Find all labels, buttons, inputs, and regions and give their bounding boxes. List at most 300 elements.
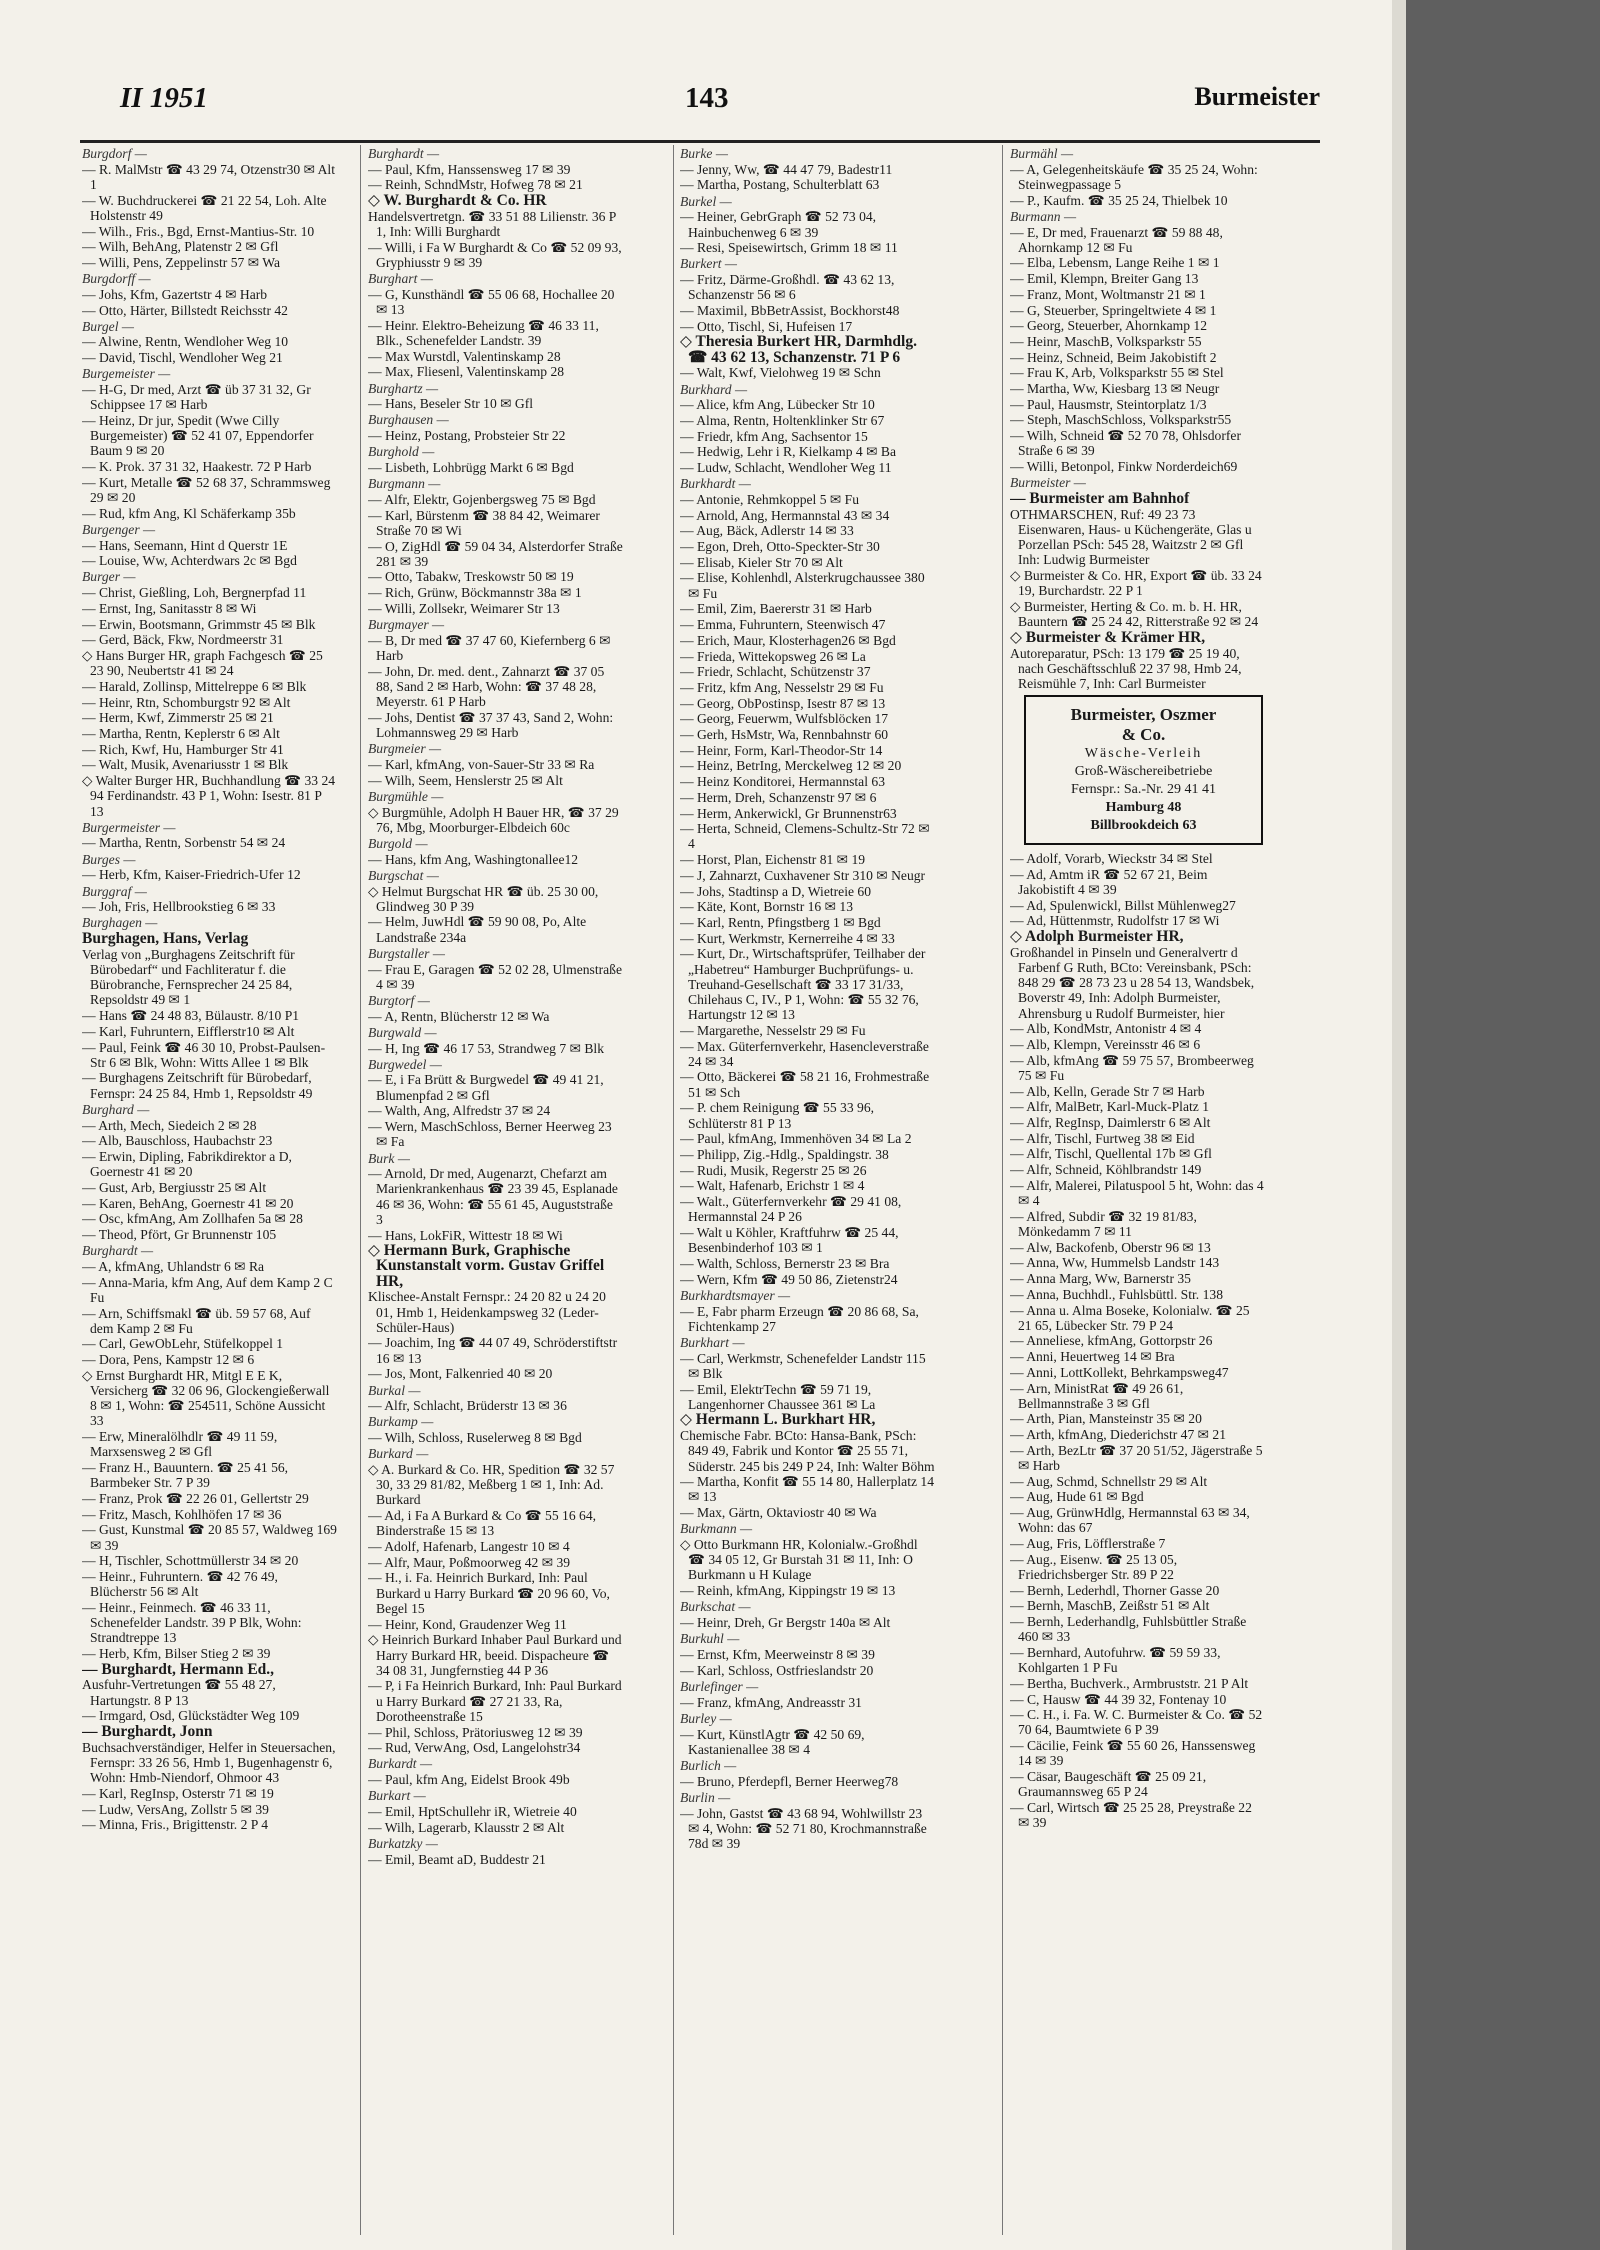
directory-entry: — Anna, Buchhdl., Fuhlsbüttl. Str. 138 [1010,1286,1223,1302]
directory-entry: — E, Dr med, Frauenarzt ☎ 59 88 48, Ahornkamp 12 ✉ Fu [1010,224,1223,255]
directory-entry: — Frau K, Arb, Volksparkstr 55 ✉ Stel [1010,365,1224,381]
surname-heading: Burley — [680,1710,732,1726]
directory-entry: — Arth, kfmAng, Diederichstr 47 ✉ 21 [1010,1427,1227,1443]
directory-entry: — Otto, Härter, Billstedt Reichsstr 42 [82,302,288,318]
surname-heading: Burkuhl — [680,1631,740,1647]
directory-entry: ◇ A. Burkard & Co. HR, Spedition ☎ 32 57 30, 33 29 81/82, Meßberg 1 ✉ 1, Inh: Ad. Burkard [368,1462,615,1508]
directory-entry: — Karl, RegInsp, Osterstr 71 ✉ 19 [82,1785,274,1801]
ad-city: Hamburg 48 [1105,800,1182,816]
page-number: 143 [685,82,729,114]
surname-heading: Burke — [680,146,728,161]
directory-entry: — Emil, Zim, Baererstr 31 ✉ Harb [680,601,872,617]
directory-entry: — Alb, Bauschloss, Haubachstr 23 [82,1133,273,1149]
directory-entry: — Alb, Kelln, Gerade Str 7 ✉ Harb [1010,1083,1205,1099]
directory-entry: — Georg, Steuerber, Ahornkamp 12 [1010,318,1208,334]
directory-entry: — Dora, Pens, Kampstr 12 ✉ 6 [82,1352,255,1368]
surname-heading: Burghart — [368,271,433,287]
directory-entry: — Erwin, Dipling, Fabrikdirektor a D, Goernestr 41 ✉ 20 [82,1149,292,1180]
directory-entry: — A, kfmAng, Uhlandstr 6 ✉ Ra [82,1258,265,1274]
surname-heading: Burkel — [680,193,732,209]
directory-entry: — Heinr., Feinmech. ☎ 46 33 11, Schenefelder Landstr. 39 P Blk, Wohn: Strandtreppe 13 [82,1599,302,1646]
directory-entry: — Karl, Schloss, Ostfrieslandstr 20 [680,1662,874,1678]
directory-entry: ◇ Hermann Burk, Graphische Kunstanstalt vorm. Gustav Griffel HR, [368,1242,605,1290]
directory-entry: — Otto, Tabakw, Treskowstr 50 ✉ 19 [368,569,574,585]
directory-entry: — Alfr, Malerei, Pilatuspool 5 ht, Wohn: das 4 ✉ 4 [1010,1177,1264,1209]
directory-entry: ◇ Hermann L. Burkhart HR, [680,1411,876,1429]
directory-entry: — Anni, Heuertweg 14 ✉ Bra [1010,1349,1175,1365]
directory-entry: — Willi, Zollsekr, Weimarer Str 13 [368,600,560,616]
directory-entry: — H, Tischler, Schottmüllerstr 34 ✉ 20 [82,1553,299,1569]
directory-entry: — Martha, Postang, Schulterblatt 63 [680,177,880,193]
surname-heading: Burgdorf — [82,146,147,161]
directory-entry: — Wern, MaschSchloss, Berner Heerweg 23 ✉ Fa [368,1119,612,1150]
directory-entry: — Cäsar, Baugeschäft ☎ 25 09 21, Graumannsweg 65 P 24 [1010,1769,1207,1800]
directory-entry: — Kurt, Metalle ☎ 52 68 37, Schrammsweg 29 ✉ 20 [82,474,331,505]
directory-entry: — Hedwig, Lehr i R, Kielkamp 4 ✉ Ba [680,444,897,460]
directory-entry: — Wilh, Schneid ☎ 52 70 78, Ohlsdorfer Straße 6 ✉ 39 [1010,428,1241,459]
directory-entry: — Ernst, Ing, Sanitasstr 8 ✉ Wi [82,600,257,616]
surname-heading: Burk — [368,1150,410,1166]
surname-heading: Burgmeier — [368,741,442,757]
directory-entry: — H-G, Dr med, Arzt ☎ üb 37 31 32, Gr Schippsee 17 ✉ Harb [82,382,311,413]
directory-entry: — G, Steuerber, Springeltwiete 4 ✉ 1 [1010,302,1217,318]
directory-entry: — Aug., Eisenw. ☎ 25 13 05, Friedrichsberger Str. 89 P 22 [1010,1551,1178,1582]
ad-title: Burmeister, Oszmer [1070,705,1217,725]
directory-entry: — Fritz, Masch, Kohlhöfen 17 ✉ 36 [82,1506,282,1522]
directory-entry: — Anni, LottKollekt, Behrkampsweg47 [1010,1364,1229,1380]
directory-entry: — Alfr, Tischl, Quellental 17b ✉ Gfl [1010,1146,1212,1162]
directory-entry: — Carl, Werkmstr, Schenefelder Landstr 115 ✉ Blk [680,1350,926,1381]
directory-entry: ◇ Burmeister & Krämer HR, [1010,628,1206,646]
directory-entry: — Anna Marg, Ww, Barnerstr 35 [1010,1271,1191,1287]
directory-entry: — Ludw, Schlacht, Wendloher Weg 11 [680,460,892,476]
surname-heading: Burkardt — [368,1756,433,1772]
directory-entry: — John, Dr. med. dent., Zahnarzt ☎ 37 05 88, Sand 2 ✉ Harb, Wohn: ☎ 37 48 28, Meyerstr. 61 P Harb [368,663,605,710]
directory-entry: — Martha, Rentn, Keplerstr 6 ✉ Alt [82,726,280,742]
surname-heading: Burges — [82,851,136,867]
directory-entry: — Emil, HptSchullehr iR, Wietreie 40 [368,1804,577,1820]
directory-entry: — Johs, Dentist ☎ 37 37 43, Sand 2, Wohn: Lohmannsweg 29 ✉ Harb [368,709,614,741]
directory-entry: — Heinr, MaschB, Volksparkstr 55 [1010,333,1202,349]
directory-entry: — Fritz, kfm Ang, Nesselstr 29 ✉ Fu [680,679,884,695]
directory-entry: — Frieda, Wittekopsweg 26 ✉ La [680,648,866,664]
directory-entry: — B, Dr med ☎ 37 47 60, Kiefernberg 6 ✉ Harb [368,632,611,663]
directory-entry: — G, Kunsthändl ☎ 55 06 68, Hochallee 20 ✉ 13 [368,286,615,318]
directory-entry: — A, Gelegenheitskäufe ☎ 35 25 24, Wohn: Steinwegpassage 5 [1010,161,1258,192]
ad-service: Wäsche-Verleih [1084,746,1203,762]
surname-heading: Burgmayer — [368,617,445,633]
directory-entry: — Maximil, BbBetrAssist, Bockhorst48 [680,303,900,319]
directory-entry: — Franz, Prok ☎ 22 26 01, Gellertstr 29 [82,1490,309,1506]
surname-heading: Burghardt — [368,146,440,161]
directory-entry: — Alfr, MalBetr, Karl-Muck-Platz 1 [1010,1099,1209,1115]
directory-entry: — Bernhard, Autofuhrw. ☎ 59 59 33, Kohlgarten 1 P Fu [1010,1644,1221,1676]
directory-entry: — Franz, Mont, Woltmanstr 21 ✉ 1 [1010,286,1206,302]
directory-entry: — Herb, Kfm, Kaiser-Friedrich-Ufer 12 [82,867,301,883]
directory-entry: — Arn, Schiffsmakl ☎ üb. 59 57 68, Auf dem Kamp 2 ✉ Fu [82,1305,311,1336]
directory-entry: — Philipp, Zig.-Hdlg., Spaldingstr. 38 [680,1147,889,1162]
header-rule [80,140,1320,143]
directory-entry: — Anneliese, kfmAng, Gottorpstr 26 [1010,1333,1213,1349]
directory-entry: Ausfuhr-Vertretungen ☎ 55 48 27, Hartungstr. 8 P 13 [82,1677,276,1708]
directory-entry: — Burghagens Zeitschrift für Bürobedarf, Fernspr: 24 25 84, Hmb 1, Repsoldstr 49 [82,1070,313,1101]
directory-entry: — Heinr., Fuhruntern. ☎ 42 76 49, Blücherstr 56 ✉ Alt [82,1568,278,1600]
directory-entry: — Ad, Spulenwickl, Billst Mühlenweg27 [1010,897,1236,913]
directory-entry: — Friedr, Schlacht, Schützenstr 37 [680,664,871,680]
surname-heading: Burgschat — [368,867,439,883]
directory-entry: — Burghardt, Hermann Ed., [82,1660,275,1678]
directory-entry: — Theod, Pfört, Gr Brunnenstr 105 [82,1227,277,1243]
directory-entry: — Joh, Fris, Hellbrookstieg 6 ✉ 33 [82,899,276,915]
surname-heading: Burlefinger — [680,1678,759,1694]
directory-entry: — Georg, ObPostinsp, Isestr 87 ✉ 13 [680,695,886,711]
directory-entry: — J, Zahnarzt, Cuxhavener Str 310 ✉ Neugr [680,867,926,883]
directory-entry: — Emil, Klempn, Breiter Gang 13 [1010,271,1199,287]
directory-entry: ◇ Burmeister & Co. HR, Export ☎ üb. 33 24 19, Burchardstr. 22 P 1 [1010,567,1262,599]
directory-entry: — Bruno, Pferdepfl, Berner Heerweg78 [680,1773,899,1789]
directory-entry: — O, ZigHdl ☎ 59 04 34, Alsterdorfer Straße 281 ✉ 39 [368,538,623,569]
directory-entry: — Käte, Kont, Bornstr 16 ✉ 13 [680,899,853,915]
directory-entry: — Phil, Schloss, Prätoriusweg 12 ✉ 39 [368,1724,583,1740]
ad-street: Billbrookdeich 63 [1090,818,1197,834]
directory-entry: — Heinz Konditorei, Hermannstal 63 [680,774,885,790]
directory-entry: — Arn, MinistRat ☎ 49 26 61, Bellmannstraße 3 ✉ Gfl [1010,1380,1184,1411]
directory-entry: — Resi, Speisewirtsch, Grimm 18 ✉ 11 [680,240,898,256]
surname-heading: Burghold — [368,444,435,460]
directory-entry: — Louise, Ww, Achterdwars 2c ✉ Bgd [82,553,297,569]
directory-entry: — Erich, Maur, Klosterhagen26 ✉ Bgd [680,632,896,648]
surname-heading: Burghartz — [368,380,439,396]
directory-entry: — Emma, Fuhruntern, Steenwisch 47 [680,617,886,633]
surname-heading: Burkschat — [680,1599,751,1615]
surname-heading: Burkhard — [680,381,748,397]
directory-entry: — Paul, kfmAng, Immenhöven 34 ✉ La 2 [680,1131,912,1147]
directory-entry: ◇ Otto Burkmann HR, Kolonialw.-Großhdl ☎ 34 05 12, Gr Burstah 31 ✉ 11, Inh: O Burkmann u H Kulage [680,1537,918,1583]
directory-entry: — Arth, BezLtr ☎ 37 20 51/52, Jägerstraße 5 ✉ Harb [1010,1442,1263,1474]
directory-entry: — Irmgard, Osd, Glückstädter Weg 109 [82,1708,300,1724]
directory-entry: — Arth, Pian, Mansteinstr 35 ✉ 20 [1010,1411,1202,1427]
directory-entry: — Aug, Bäck, Adlerstr 14 ✉ 33 [680,523,854,539]
directory-entry: — Walt, Hafenarb, Erichstr 1 ✉ 4 [680,1178,865,1194]
surname-heading: Burkatzky — [368,1835,438,1851]
directory-entry: — John, Gastst ☎ 43 68 94, Wohlwillstr 23 ✉ 4, Wohn: ☎ 52 71 80, Krochmannstraße 78d ✉ 39 [680,1805,927,1851]
directory-entry: — Wilh., Fris., Bgd, Ernst-Mantius-Str. 10 [82,223,315,239]
page-year: II 1951 [120,82,208,114]
directory-entry: — Walt u Köhler, Kraftfuhrw ☎ 25 44, Besenbinderhof 103 ✉ 1 [680,1225,899,1256]
directory-entry: — Otto, Bäckerei ☎ 58 21 16, Frohmestraße 51 ✉ Sch [680,1069,930,1100]
column-4 [1010,145,1265,2225]
directory-entry: — Max, Fliesenl, Valentinskamp 28 [368,364,565,380]
surname-heading: Burgtorf — [368,992,430,1008]
column-divider [673,145,674,2235]
surname-heading: Burkert — [680,256,738,272]
directory-entry: Klischee-Anstalt Fernspr.: 24 20 82 u 24 20 01, Hmb 1, Heidenkampsweg 32 (Leder-Schüler-Haus) [368,1289,606,1335]
directory-entry: ◇ Burmeister, Herting & Co. m. b. H. HR, Bauntern ☎ 25 24 42, Ritterstraße 92 ✉ 24 [1010,598,1259,630]
directory-entry: ◇ Hans Burger HR, graph Fachgesch ☎ 25 23 90, Neubertstr 41 ✉ 24 [82,648,323,679]
directory-entry: — Ernst, Kfm, Meerweinstr 8 ✉ 39 [680,1647,875,1662]
directory-entry: Autoreparatur, PSch: 13 179 ☎ 25 19 40, nach Geschäftsschluß 22 37 98, Hmb 24, Reismühle 7, Inh: Carl Burmeister [1010,645,1242,691]
directory-entry: — Paul, Kfm, Hanssensweg 17 ✉ 39 [368,161,571,177]
directory-entry: — Rich, Grünw, Böckmannstr 38a ✉ 1 [368,585,582,601]
directory-entry: — Bernh, Lederhandlg, Fuhlsbüttler Straße 460 ✉ 33 [1010,1614,1247,1645]
directory-entry: — Hans, LokFiR, Wittestr 18 ✉ Wi [368,1227,563,1243]
directory-entry: — Hans, Seemann, Hint d Querstr 1E [82,537,288,553]
directory-entry: — Johs, Stadtinsp a D, Wietreie 60 [680,883,872,899]
directory-entry: — Ludw, VersAng, Zollstr 5 ✉ 39 [82,1801,269,1817]
surname-heading: Burgemeister — [82,366,171,382]
column-1 [82,145,337,2225]
directory-entry: — Hans ☎ 24 48 83, Bülaustr. 8/10 P1 [82,1008,300,1024]
surname-heading: Burghagen — [82,915,158,931]
surname-heading: Burgstaller — [368,945,445,961]
ad-subtitle: Groß-Wäschereibetriebe [1074,764,1213,780]
directory-entry: — Wilh, Seem, Henslerstr 25 ✉ Alt [368,772,563,788]
surname-heading: Burgmann — [368,476,441,492]
directory-entry: — Alfr, Elektr, Gojenbergsweg 75 ✉ Bgd [368,491,596,507]
directory-entry: — Hans, kfm Ang, Washingtonallee12 [368,851,579,867]
directory-entry: — Jenny, Ww, ☎ 44 47 79, Badestr11 [680,161,893,177]
surname-heading: Burger — [82,569,136,585]
directory-entry: — Heiner, GebrGraph ☎ 52 73 04, Hainbuchenweg 6 ✉ 39 [680,209,877,240]
directory-entry: — Walth, Schloss, Bernerstr 23 ✉ Bra [680,1255,890,1271]
surname-heading: Burgdorff — [82,271,151,287]
directory-entry: — Ad, Amtm iR ☎ 52 67 21, Beim Jakobistift 4 ✉ 39 [1010,866,1208,898]
directory-entry: Handelsvertretgn. ☎ 33 51 88 Lilienstr. 36 P 1, Inh: Willi Burghardt [368,208,616,240]
directory-entry: — Heinz, Dr jur, Spedit (Wwe Cilly Burgemeister) ☎ 52 41 07, Eppendorfer Baum 9 ✉ 20 [82,412,314,459]
directory-entry: — Heinr, Form, Karl-Theodor-Str 14 [680,742,883,758]
directory-entry: — Gust, Kunstmal ☎ 20 85 57, Waldweg 169 ✉ 39 [82,1522,337,1553]
directory-entry: — Wilh, Lagerarb, Klausstr 2 ✉ Alt [368,1819,565,1835]
directory-entry: — Adolf, Vorarb, Wieckstr 34 ✉ Stel [1010,851,1213,867]
directory-entry: — Walt., Güterfernverkehr ☎ 29 41 08, Hermannstal 24 P 26 [680,1194,902,1225]
surname-heading: Burmähl — [1010,146,1074,161]
surname-heading: Burkhardt — [680,476,751,492]
surname-heading: Burkart — [368,1788,426,1804]
page-running-head: Burmeister [1194,82,1320,111]
surname-heading: Burgwedel — [368,1056,442,1072]
directory-entry: — Max Wurstdl, Valentinskamp 28 [368,348,561,364]
directory-entry: — C, Hausw ☎ 44 39 32, Fontenay 10 [1010,1691,1227,1707]
directory-entry: — Otto, Tischl, Si, Hufeisen 17 [680,318,853,334]
surname-heading: Burggraf — [82,883,147,899]
surname-heading: Burkamp — [368,1414,434,1430]
surname-heading: Burghard — [82,1101,150,1117]
directory-entry: — Heinz, Postang, Probsteier Str 22 [368,428,566,444]
directory-entry: — Alb, kfmAng ☎ 59 75 57, Brombeerweg 75 ✉ Fu [1010,1052,1254,1083]
directory-entry: — Egon, Dreh, Otto-Speckter-Str 30 [680,539,880,555]
directory-entry: — Cäcilie, Feink ☎ 55 60 26, Hanssensweg 14 ✉ 39 [1010,1738,1256,1769]
directory-entry: — Heinr, Rtn, Schomburgstr 92 ✉ Alt [82,694,291,710]
directory-entry: — Franz H., Bauuntern. ☎ 25 41 56, Barmbeker Str. 7 P 39 [82,1460,289,1491]
directory-entry: — Aug, GrünwHdlg, Hermannstal 63 ✉ 34, Wohn: das 67 [1010,1505,1250,1536]
surname-heading: Burgermeister — [82,819,176,835]
directory-entry: — Arnold, Dr med, Augenarzt, Chefarzt am Marienkrankenhaus ☎ 23 39 45, Esplanade 46 ✉ 36, Wohn: ☎ 55 61 45, Auguststraße 3 [368,1166,618,1227]
directory-entry: — Heinz, Schneid, Beim Jakobistift 2 [1010,349,1217,365]
directory-entry: — Paul, Hausmstr, Steintorplatz 1/3 [1010,396,1207,412]
surname-heading: Burgold — [368,835,428,851]
directory-entry: — Anna u. Alma Boseke, Kolonialw. ☎ 25 21 65, Lübecker Str. 79 P 24 [1010,1302,1250,1333]
directory-entry: — Wilh, BehAng, Platenstr 2 ✉ Gfl [82,239,279,255]
directory-entry: — Steph, MaschSchloss, Volksparkstr55 [1010,412,1232,428]
directory-entry: — Bernh, Lederhdl, Thorner Gasse 20 [1010,1582,1220,1598]
surname-heading: Burgwald — [368,1024,437,1040]
surname-heading: Burkard — [368,1446,429,1462]
surname-heading: Burkal — [368,1382,421,1398]
advertisement-box [1024,695,1263,845]
surname-heading: Burkhart — [680,1334,745,1350]
directory-entry: — Herb, Kfm, Bilser Stieg 2 ✉ 39 [82,1646,271,1661]
surname-heading: Burgel — [82,318,134,334]
directory-entry: — Burmeister am Bahnhof [1010,489,1190,507]
surname-heading: Burkmann — [680,1521,753,1537]
directory-entry: — Walth, Ang, Alfredstr 37 ✉ 24 [368,1103,551,1119]
directory-entry: — Alb, KondMstr, Antonistr 4 ✉ 4 [1010,1021,1202,1037]
directory-entry: — Franz, kfmAng, Andreasstr 31 [680,1694,862,1710]
directory-entry: Buchsachverständiger, Helfer in Steuersachen, Fernspr: 33 26 56, Hmb 1, Bugenhagenstr 6, Wohn: Hmb-Niendorf, Ohmoor 43 [82,1739,336,1786]
directory-entry: — Heinr, Dreh, Gr Bergstr 140a ✉ Alt [680,1615,891,1631]
directory-entry: — Harald, Zollinsp, Mittelreppe 6 ✉ Blk [82,678,307,694]
directory-entry: — Max. Güterfernverkehr, Hasencleverstraße 24 ✉ 34 [680,1038,929,1069]
surname-heading: Burkhardtsmayer — [680,1287,791,1303]
directory-entry: — Alfred, Subdir ☎ 32 19 81/83, Mönkedamm 7 ✉ 11 [1010,1208,1197,1239]
page-edge [1392,0,1406,2250]
directory-entry: — Kurt, Werkmstr, Kernerreihe 4 ✉ 33 [680,930,895,946]
directory-entry: — Alwine, Rentn, Wendloher Weg 10 [82,334,289,350]
column-2 [368,145,623,2225]
directory-entry: — K. Prok. 37 31 32, Haakestr. 72 P Harb [82,459,312,475]
directory-entry: — Alfr, Schneid, Köhlbrandstr 149 [1010,1162,1202,1178]
directory-entry: ◇ Adolph Burmeister HR, [1010,928,1184,946]
directory-entry: — Willi, i Fa W Burghardt & Co ☎ 52 09 93, Gryphiusstr 9 ✉ 39 [368,239,622,270]
directory-entry: — Willi, Pens, Zeppelinstr 57 ✉ Wa [82,254,281,270]
column-divider [360,145,361,2235]
directory-entry: — Max, Gärtn, Oktaviostr 40 ✉ Wa [680,1505,877,1521]
directory-entry: — Wern, Kfm ☎ 49 50 86, Zietenstr24 [680,1271,898,1287]
directory-entry: — Alfr, Maur, Poßmoorweg 42 ✉ 39 [368,1554,571,1570]
directory-entry: — C. H., i. Fa. W. C. Burmeister & Co. ☎ 52 70 64, Baumtwiete 6 P 39 [1010,1707,1263,1738]
directory-entry: — Karl, Bürstenm ☎ 38 84 42, Weimarer Straße 70 ✉ Wi [368,507,600,538]
directory-entry: — Reinh, kfmAng, Kippingstr 19 ✉ 13 [680,1583,896,1599]
directory-entry: ◇ W. Burghardt & Co. HR [368,192,547,210]
directory-entry: — P., Kaufm. ☎ 35 25 24, Thielbek 10 [1010,192,1228,208]
directory-entry: — A, Rentn, Blücherstr 12 ✉ Wa [368,1008,550,1024]
directory-entry: — Aug, Fris, Löfflerstraße 7 [1010,1536,1166,1552]
column-3 [680,145,935,2225]
directory-entry: — Erwin, Bootsmann, Grimmstr 45 ✉ Blk [82,616,316,632]
directory-entry: — Emil, Beamt aD, Buddestr 21 [368,1851,546,1867]
directory-entry: — Walt, Musik, Avenariusstr 1 ✉ Blk [82,757,289,773]
directory-entry: — Willi, Betonpol, Finkw Norderdeich69 [1010,459,1238,475]
directory-entry: Burghagen, Hans, Verlag [82,930,249,948]
directory-entry: — Alfr, Tischl, Furtweg 38 ✉ Eid [1010,1130,1195,1146]
directory-entry: — Rud, kfm Ang, Kl Schäferkamp 35b [82,505,296,521]
ad-title-suffix: & Co. [1121,725,1166,745]
directory-entry: — Heinr, Kond, Graudenzer Weg 11 [368,1616,567,1632]
surname-heading: Burmann — [1010,208,1077,224]
directory-entry: — Hans, Beseler Str 10 ✉ Gfl [368,396,534,412]
directory-entry: Großhandel in Pinseln und Generalvertr d Farbenf G Ruth, BCto: Vereinsbank, PSch: 848 29 ☎ 28 73 23 u 28 54 13, Wandsbek, Boverstr 49, Inh: Adolph Burmeister, Ahrensburg u Rudolf Burmeister, hier [1010,944,1255,1021]
column-divider [1002,145,1003,2235]
directory-entry: — Ad, i Fa A Burkard & Co ☎ 55 16 64, Binderstraße 15 ✉ 13 [368,1508,597,1539]
directory-entry: — Georg, Feuerwm, Wulfsblöcken 17 [680,711,889,727]
directory-entry: — Helm, JuwHdl ☎ 59 90 08, Po, Alte Landstraße 234a [368,914,587,945]
directory-entry: — Minna, Fris., Brigittenstr. 2 P 4 [82,1817,269,1833]
directory-entry: — Adolf, Hafenarb, Langestr 10 ✉ 4 [368,1539,570,1555]
directory-entry: ◇ Theresia Burkert HR, Darmhdlg. ☎ 43 62 13, Schanzenstr. 71 P 6 [680,333,917,366]
directory-entry: — Frau E, Garagen ☎ 52 02 28, Ulmenstraße 4 ✉ 39 [368,961,623,992]
directory-entry: — W. Buchdruckerei ☎ 21 22 54, Loh. Alte Holstenstr 49 [82,192,327,223]
directory-entry: — David, Tischl, Wendloher Weg 21 [82,350,283,366]
directory-entry: — Karl, Rentn, Pfingstberg 1 ✉ Bgd [680,914,881,930]
directory-entry: — Herm, Dreh, Schanzenstr 97 ✉ 6 [680,789,877,805]
directory-entry: — Reinh, SchndMstr, Hofweg 78 ✉ 21 [368,177,583,193]
directory-entry: — E, Fabr pharm Erzeugn ☎ 20 86 68, Sa, Fichtenkamp 27 [680,1303,919,1334]
directory-entry: — Jos, Mont, Falkenried 40 ✉ 20 [368,1366,553,1382]
directory-entry: — Alfr, Schlacht, Brüderstr 13 ✉ 36 [368,1398,567,1414]
directory-entry: — Alw, Backofenb, Oberstr 96 ✉ 13 [1010,1239,1211,1255]
directory-entry: Verlag von „Burghagens Zeitschrift für Bürobedarf“ und Fachliteratur f. die Bürobranche, Fernsprecher 24 25 84, Repsoldstr 49 ✉ 1 [82,946,295,1008]
directory-entry: — Carl, Wirtsch ☎ 25 25 28, Preystraße 22 ✉ 39 [1010,1800,1252,1831]
directory-entry: — P, i Fa Heinrich Burkard, Inh: Paul Burkard u Harry Burkard ☎ 27 21 33, Ra, Dorotheenstraße 15 [368,1678,622,1724]
directory-entry: — Wilh, Schloss, Ruselerweg 8 ✉ Bgd [368,1430,582,1446]
page-header [120,82,1320,132]
ad-phone: Fernspr.: Sa.-Nr. 29 41 41 [1070,782,1217,798]
directory-entry: — Karen, BehAng, Goernestr 41 ✉ 20 [82,1195,294,1211]
directory-entry: — Lisbeth, Lohbrügg Markt 6 ✉ Bgd [368,460,574,476]
directory-entry: — P. chem Reinigung ☎ 55 33 96, Schlüterstr 81 P 13 [680,1100,875,1131]
directory-entry: — Karl, Fuhruntern, Eifflerstr10 ✉ Alt [82,1023,295,1039]
directory-entry: — Osc, kfmAng, Am Zollhafen 5a ✉ 28 [82,1211,303,1227]
directory-entry: — Bernh, MaschB, Zeißstr 51 ✉ Alt [1010,1598,1210,1614]
surname-heading: Burghausen — [368,412,449,428]
directory-entry: — Kurt, KünstlAgtr ☎ 42 50 69, Kastanienallee 38 ✉ 4 [680,1726,865,1757]
directory-entry: — Heinr. Elektro-Beheizung ☎ 46 33 11, Blk., Schenefelder Landstr. 39 [368,317,599,348]
directory-entry: — Alma, Rentn, Holtenklinker Str 67 [680,412,885,428]
surname-heading: Burgmühle — [368,788,444,804]
directory-entry: — Martha, Ww, Kiesbarg 13 ✉ Neugr [1010,381,1220,397]
directory-entry: — Burghardt, Jonn [82,1723,213,1741]
directory-entry: — Elba, Lebensm, Lange Reihe 1 ✉ 1 [1010,255,1220,271]
directory-entry: — Gust, Arb, Bergiusstr 25 ✉ Alt [82,1179,267,1195]
directory-entry: ◇ Heinrich Burkard Inhaber Paul Burkard und Harry Burkard HR, beeid. Dispacheure ☎ 34 08 31, Jungfernstieg 44 P 36 [368,1632,622,1678]
directory-entry: — Kurt, Dr., Wirtschaftsprüfer, Teilhaber der „Habetreu“ Hamburger Buchprüfungs- u. Treuhand-Gesellschaft ☎ 33 17 31/33, Chilehaus C, IV., P 1, Wohn: ☎ 55 32 76, Hartungstr 12 ✉ 13 [680,946,926,1023]
directory-entry: — Martha, Rentn, Sorbenstr 54 ✉ 24 [82,835,286,851]
directory-entry: — Rudi, Musik, Regerstr 25 ✉ 26 [680,1162,867,1178]
directory-entry: — Aug, Hude 61 ✉ Bgd [1010,1489,1144,1505]
surname-heading: Burlich — [680,1757,737,1773]
directory-entry: — Alice, kfm Ang, Lübecker Str 10 [680,397,875,413]
directory-entry: — H, Ing ☎ 46 17 53, Strandweg 7 ✉ Blk [368,1040,604,1056]
directory-entry: — Johs, Kfm, Gazertstr 4 ✉ Harb [82,286,268,302]
directory-entry: — Arth, Mech, Siedeich 2 ✉ 28 [82,1117,257,1133]
directory-entry: — Rich, Kwf, Hu, Hamburger Str 41 [82,741,284,757]
directory-entry: — Paul, Feink ☎ 46 30 10, Probst-Paulsen-Str 6 ✉ Blk, Wohn: Witts Allee 1 ✉ Blk [82,1039,326,1070]
directory-entry: — E, i Fa Brütt & Burgwedel ☎ 49 41 21, Blumenpfad 2 ✉ Gfl [368,1072,604,1103]
directory-entry: — R. MalMstr ☎ 43 29 74, Otzenstr30 ✉ Alt 1 [82,161,335,192]
directory-entry: Chemische Fabr. BCto: Hansa-Bank, PSch: 849 49, Fabrik und Kontor ☎ 25 55 71, Süderstr. 245 bis 249 P 24, Inh: Walter Böhm [680,1428,935,1474]
directory-entry: — Christ, Gießling, Loh, Bergnerpfad 11 [82,585,307,601]
directory-entry: — Alb, Klempn, Vereinsstr 46 ✉ 6 [1010,1037,1201,1053]
surname-heading: Burgenger — [82,521,156,537]
directory-entry: — Elisab, Kieler Str 70 ✉ Alt [680,554,843,570]
directory-entry: — Heinz, BetrIng, Merckelweg 12 ✉ 20 [680,758,902,774]
surname-heading: Burmeister — [1010,475,1086,491]
directory-entry: — Arnold, Ang, Hermannstal 43 ✉ 34 [680,507,890,523]
directory-entry: — Antonie, Rehmkoppel 5 ✉ Fu [680,491,860,507]
directory-entry: — Erw, Mineralölhdlr ☎ 49 11 59, Marxsensweg 2 ✉ Gfl [82,1429,278,1460]
directory-entry: — Fritz, Därme-Großhdl. ☎ 43 62 13, Schanzenstr 56 ✉ 6 [680,272,895,303]
directory-entry: — Margarethe, Nesselstr 29 ✉ Fu [680,1022,866,1038]
